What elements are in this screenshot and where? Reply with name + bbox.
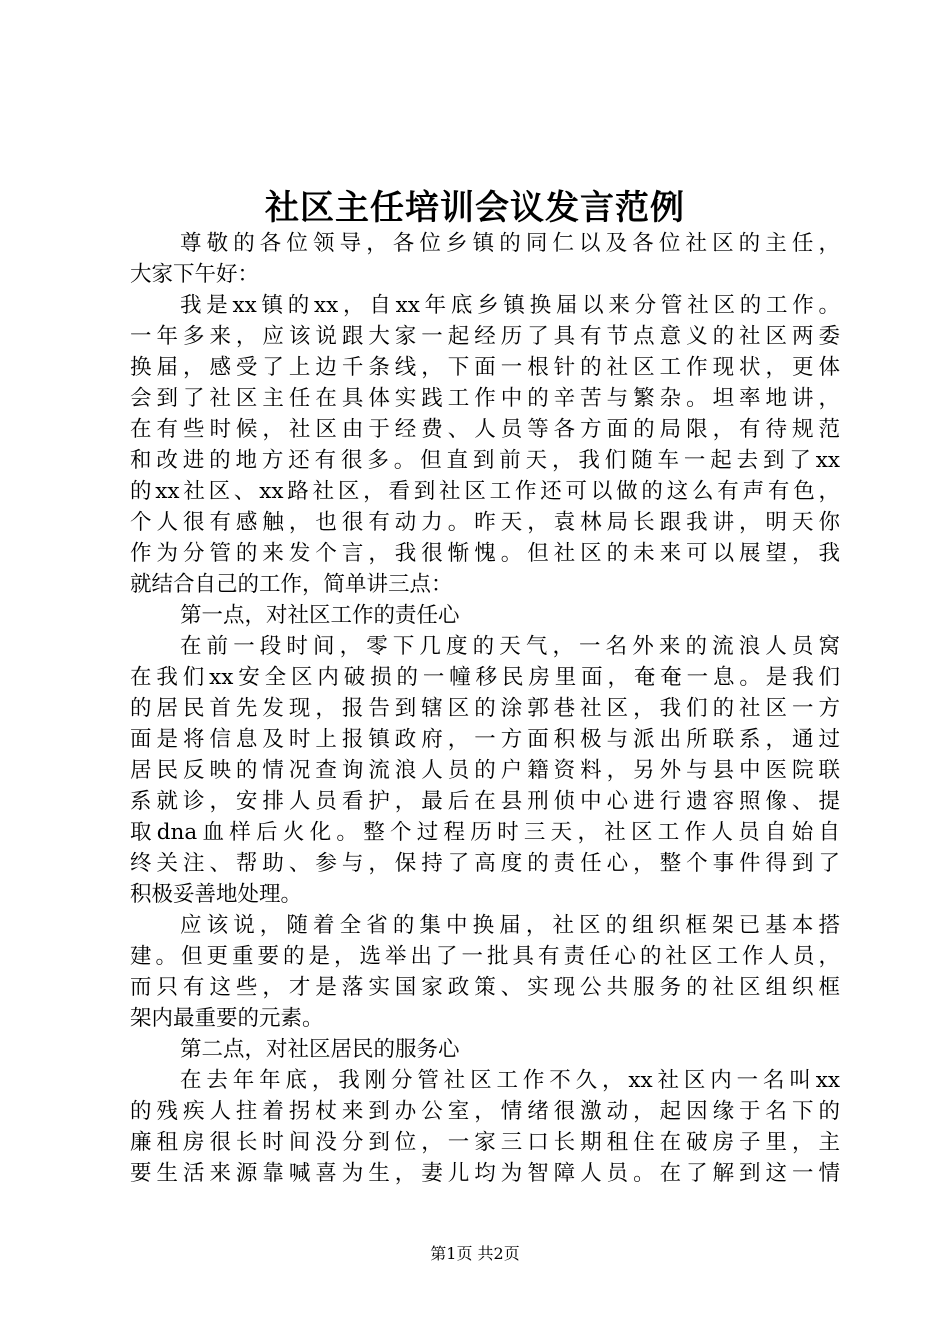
document-body bbox=[130, 228, 840, 1189]
text-line: 居民反映的情况查询流浪人员的户籍资料，另外与县中医院联 bbox=[130, 758, 840, 783]
text-line: 一年多来，应该说跟大家一起经历了具有节点意义的社区两委 bbox=[130, 324, 840, 349]
text-line: 积极妥善地处理。 bbox=[130, 882, 303, 907]
text-line: 和改进的地方还有很多。但直到前天，我们随车一起去到了xx bbox=[130, 448, 840, 473]
text-line: 会到了社区主任在具体实践工作中的辛苦与繁杂。坦率地讲， bbox=[130, 386, 840, 411]
text-line: 在去年年底，我刚分管社区工作不久，xx社区内一名叫xx bbox=[180, 1068, 840, 1093]
text-line: 就结合自己的工作，简单讲三点： bbox=[130, 572, 453, 597]
text-line: 个人很有感触，也很有动力。昨天，袁林局长跟我讲，明天你 bbox=[130, 510, 840, 535]
text-line: 面是将信息及时上报镇政府，一方面积极与派出所联系，通过 bbox=[130, 727, 840, 752]
text-line: 建。但更重要的是，选举出了一批具有责任心的社区工作人员， bbox=[130, 944, 840, 969]
text-line: 我是xx镇的xx，自xx年底乡镇换届以来分管社区的工作。 bbox=[180, 293, 840, 318]
text-line: 在有些时候，社区由于经费、人员等各方面的局限，有待规范 bbox=[130, 417, 840, 442]
text-line: 终关注、帮助、参与，保持了高度的责任心，整个事件得到了 bbox=[130, 851, 840, 876]
section-heading: 第一点，对社区工作的责任心 bbox=[180, 603, 460, 628]
text-line: 在前一段时间，零下几度的天气，一名外来的流浪人员窝 bbox=[180, 634, 840, 659]
document-title: 社区主任培训会议发言范例 bbox=[265, 188, 685, 228]
text-line: 作为分管的来发个言，我很惭愧。但社区的未来可以展望，我 bbox=[130, 541, 840, 566]
text-line: 换届，感受了上边千条线，下面一根针的社区工作现状，更体 bbox=[130, 355, 840, 380]
text-line: 系就诊，安排人员看护，最后在县刑侦中心进行遗容照像、提 bbox=[130, 789, 840, 814]
text-line: 的xx社区、xx路社区，看到社区工作还可以做的这么有声有色， bbox=[130, 479, 840, 504]
text-line: 尊敬的各位领导，各位乡镇的同仁以及各位社区的主任， bbox=[180, 231, 840, 256]
text-line: 而只有这些，才是落实国家政策、实现公共服务的社区组织框 bbox=[130, 975, 840, 1000]
text-line: 的居民首先发现，报告到辖区的涂郭巷社区，我们的社区一方 bbox=[130, 696, 840, 721]
text-line: 在我们xx安全区内破损的一幢移民房里面，奄奄一息。是我们 bbox=[130, 665, 840, 690]
text-line: 架内最重要的元素。 bbox=[130, 1006, 324, 1031]
text-line: 应该说，随着全省的集中换届，社区的组织框架已基本搭 bbox=[180, 913, 840, 938]
text-line: 廉租房很长时间没分到位，一家三口长期租住在破房子里，主 bbox=[130, 1130, 840, 1155]
text-line: 大家下午好： bbox=[130, 262, 260, 287]
text-line: 要生活来源靠喊喜为生，妻儿均为智障人员。在了解到这一情 bbox=[130, 1161, 840, 1186]
text-line: 取dna血样后火化。整个过程历时三天，社区工作人员自始自 bbox=[130, 820, 840, 845]
page-footer: 第1页 共2页 bbox=[430, 1244, 520, 1263]
text-line: 的残疾人拄着拐杖来到办公室，情绪很激动，起因缘于名下的 bbox=[130, 1099, 840, 1124]
section-heading: 第二点，对社区居民的服务心 bbox=[180, 1037, 460, 1062]
